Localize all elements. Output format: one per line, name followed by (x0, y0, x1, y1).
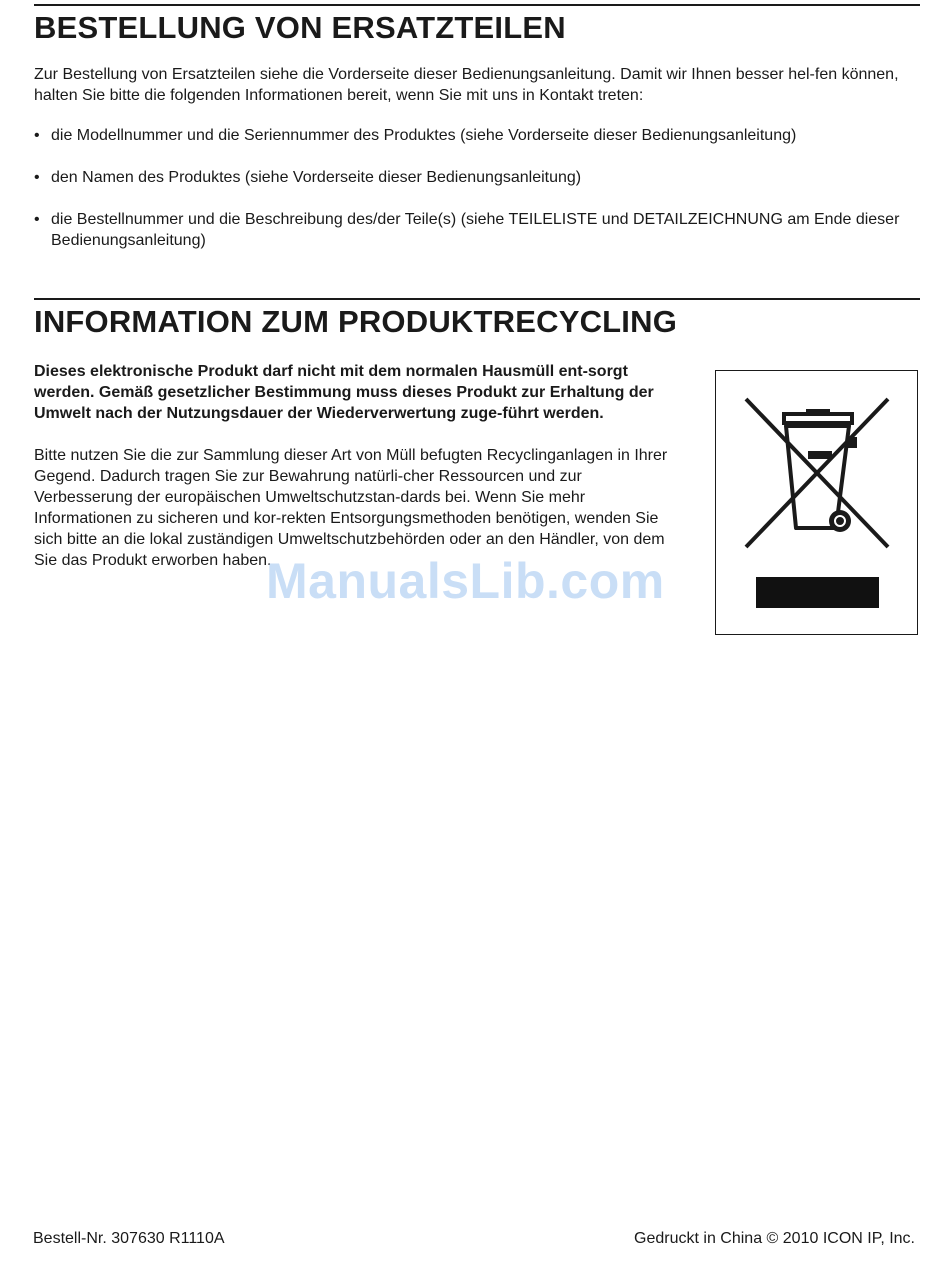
list-item-text: den Namen des Produktes (siehe Vorderseite dieser Bedienungsanleitung) (51, 169, 582, 186)
weee-symbol-box (715, 370, 918, 635)
section-heading-recycling: INFORMATION ZUM PRODUKTRECYCLING (34, 304, 678, 339)
list-item (34, 125, 904, 146)
watermark: ManualsLib.com (266, 553, 665, 609)
crossed-out-wheelie-bin-icon (716, 371, 919, 636)
list-item-text: die Modellnummer und die Seriennummer des Produktes (siehe Vorderseite dieser Bedienungsanleitung) (51, 127, 797, 144)
list-item (34, 167, 904, 188)
recycling-body-paragraph: Bitte nutzen Sie die zur Sammlung dieser Art von Müll befugten Recyclinganlagen in Ihrer Gegend. Dadurch tragen Sie zur Bewahrung natürli-cher Ressourcen und zur Verbesserung der europäischen Umweltschutzstan-dards bei. Wenn Sie mehr Informationen zu sicheren und kor-rekten Entsorgungsmethoden benötigen, wenden Sie sich bitte an die lokal zuständigen Umweltschutzbehörden oder an den Händler, von dem Sie das Produkt erworben haben. (34, 447, 668, 569)
section-divider (34, 298, 920, 300)
list-item-text: die Bestellnummer und die Beschreibung des/der Teile(s) (siehe TEILELISTE und DETAILZEICHNUNG am Ende dieser Bedienungsanleitung) (51, 211, 900, 249)
footer-copyright: Gedruckt in China © 2010 ICON IP, Inc. (634, 1230, 915, 1247)
bullet-icon: • (34, 211, 40, 228)
section-heading-spare-parts: BESTELLUNG VON ERSATZTEILEN (34, 10, 566, 45)
list-item (34, 209, 904, 251)
section-spare-parts (34, 4, 920, 272)
bullet-icon: • (34, 127, 40, 144)
spare-parts-list (34, 125, 904, 251)
bullet-icon: • (34, 169, 40, 186)
spare-parts-intro: Zur Bestellung von Ersatzteilen siehe die Vorderseite dieser Bedienungsanleitung. Damit wir Ihnen besser hel-fen können, halten Sie bitte die folgenden Informationen bereit, wenn Sie mit uns in Kontakt treten: (34, 66, 899, 104)
footer-order-number: Bestell-Nr. 307630 R1110A (33, 1230, 225, 1247)
recycling-warning-paragraph: Dieses elektronische Produkt darf nicht mit dem normalen Hausmüll ent-sorgt werden. Gemäß gesetzlicher Bestimmung muss dieses Produkt zur Erhaltung der Umwelt nach der Nutzungsdauer der Wiederverwertung zuge-führt werden. (34, 363, 654, 422)
section-divider (34, 4, 920, 6)
